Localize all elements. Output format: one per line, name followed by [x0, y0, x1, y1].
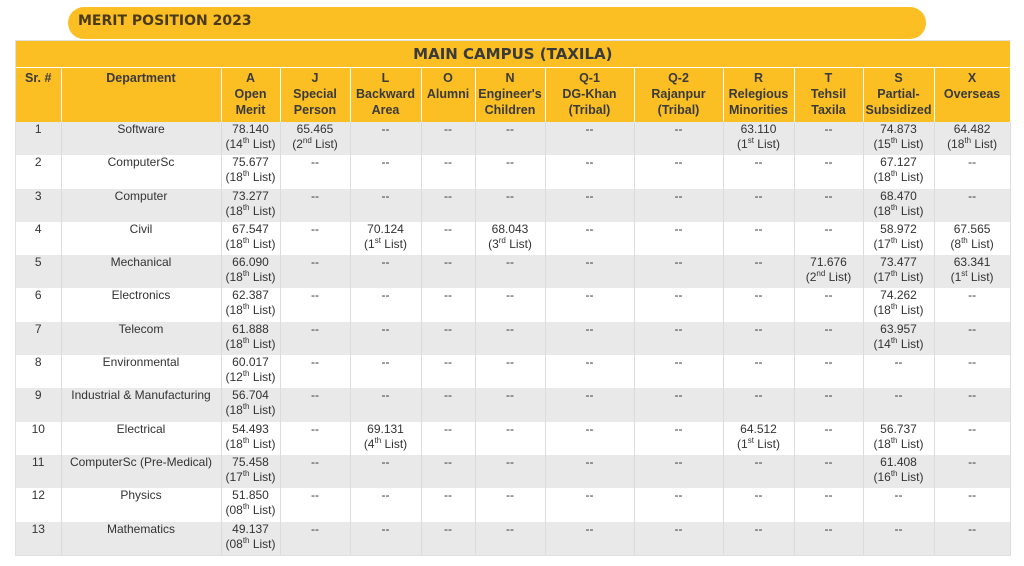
- empty-cell: --: [545, 288, 634, 321]
- column-header-line: N: [505, 71, 515, 85]
- column-header: [545, 68, 634, 123]
- column-header-row: [16, 68, 1010, 123]
- column-header-line: Relegious: [728, 87, 789, 101]
- merit-list-number: (2nd List): [292, 136, 338, 151]
- merit-list-number: (1st List): [950, 269, 994, 285]
- empty-cell: --: [545, 122, 634, 155]
- column-header: [350, 68, 421, 123]
- banner-title: MERIT POSITION 2023: [78, 13, 252, 29]
- merit-list-number: (18th List): [225, 302, 276, 318]
- merit-score: 62.387: [232, 288, 269, 303]
- table-body: [16, 122, 1010, 555]
- column-header-line: Area: [371, 103, 400, 117]
- empty-cell: --: [280, 355, 350, 388]
- merit-list-number: (1st List): [737, 435, 780, 451]
- empty-cell: --: [634, 222, 723, 255]
- empty-cell: --: [421, 388, 475, 421]
- merit-cell: [863, 222, 934, 255]
- column-header-line: R: [753, 71, 764, 85]
- department-name: Electronics: [61, 288, 221, 321]
- column-header-line: Backward: [355, 87, 416, 101]
- empty-cell: --: [280, 255, 350, 288]
- empty-cell: --: [634, 522, 723, 555]
- empty-cell: --: [794, 488, 863, 521]
- empty-cell: --: [421, 455, 475, 488]
- merit-cell: [221, 488, 280, 521]
- serial-number: 4: [16, 222, 61, 255]
- empty-cell: --: [350, 189, 421, 222]
- merit-score: 74.262: [880, 288, 917, 303]
- empty-cell: --: [350, 255, 421, 288]
- merit-score: 63.957: [880, 321, 917, 336]
- merit-score: 64.482: [953, 122, 991, 136]
- empty-cell: --: [723, 255, 794, 288]
- column-header: [934, 68, 1010, 123]
- merit-score: 68.470: [880, 188, 917, 203]
- empty-cell: --: [794, 322, 863, 355]
- empty-cell: --: [934, 189, 1010, 222]
- table-row: [16, 355, 1010, 388]
- merit-list-number: (18th List): [225, 202, 276, 218]
- merit-score: 73.477: [880, 255, 917, 270]
- column-header: [280, 68, 350, 123]
- serial-number: 6: [16, 288, 61, 321]
- empty-cell: --: [545, 355, 634, 388]
- department-name: ComputerSc: [61, 155, 221, 188]
- merit-cell: [221, 422, 280, 455]
- empty-cell: --: [934, 388, 1010, 421]
- empty-cell: --: [545, 388, 634, 421]
- column-header-line: Subsidized: [865, 103, 932, 117]
- column-header-line: Minorities: [728, 103, 789, 117]
- empty-cell: --: [723, 222, 794, 255]
- empty-cell: --: [794, 455, 863, 488]
- merit-score: 74.873: [880, 122, 917, 136]
- column-header-line: Person: [293, 103, 337, 117]
- empty-cell: --: [545, 522, 634, 555]
- table-row: [16, 322, 1010, 355]
- department-name: Civil: [61, 222, 221, 255]
- table-row: [16, 255, 1010, 288]
- empty-cell: --: [634, 488, 723, 521]
- empty-cell: --: [350, 522, 421, 555]
- empty-cell: --: [350, 122, 421, 155]
- empty-cell: --: [634, 255, 723, 288]
- empty-cell: --: [794, 522, 863, 555]
- column-header-line: X: [967, 71, 977, 85]
- merit-list-number: (16th List): [873, 468, 924, 484]
- empty-cell: --: [794, 288, 863, 321]
- merit-cell: [863, 155, 934, 188]
- merit-list-number: (18th List): [873, 435, 924, 451]
- empty-cell: --: [934, 322, 1010, 355]
- merit-score: 66.090: [232, 255, 269, 270]
- merit-cell: [863, 422, 934, 455]
- merit-list-number: (18th List): [225, 235, 276, 251]
- empty-cell: --: [475, 155, 545, 188]
- empty-cell: --: [934, 455, 1010, 488]
- empty-cell: --: [794, 355, 863, 388]
- empty-cell: --: [421, 189, 475, 222]
- empty-cell: --: [545, 189, 634, 222]
- table-row: [16, 189, 1010, 222]
- empty-cell: --: [863, 388, 934, 421]
- serial-number: 13: [16, 522, 61, 555]
- merit-list-number: (18th List): [225, 169, 276, 185]
- table-row: [16, 522, 1010, 555]
- empty-cell: --: [350, 388, 421, 421]
- campus-title: MAIN CAMPUS (TAXILA): [16, 41, 1010, 68]
- column-header-line: Open: [234, 87, 267, 101]
- table-row: [16, 488, 1010, 521]
- merit-list-number: (18th List): [225, 269, 276, 285]
- empty-cell: --: [545, 455, 634, 488]
- column-header-line: T: [824, 71, 833, 85]
- empty-cell: --: [634, 388, 723, 421]
- merit-score: 64.512: [740, 421, 777, 436]
- merit-list-number: (18th List): [873, 202, 924, 218]
- merit-cell: [221, 288, 280, 321]
- department-name: Industrial & Manufacturing: [61, 388, 221, 421]
- serial-number: 3: [16, 189, 61, 222]
- merit-score: 69.131: [367, 421, 404, 436]
- merit-list-number: (14th List): [225, 136, 276, 151]
- empty-cell: --: [475, 488, 545, 521]
- serial-number: 11: [16, 455, 61, 488]
- empty-cell: --: [421, 422, 475, 455]
- empty-cell: --: [934, 422, 1010, 455]
- column-header: [221, 68, 280, 123]
- empty-cell: --: [421, 155, 475, 188]
- merit-cell: [863, 288, 934, 321]
- empty-cell: --: [723, 388, 794, 421]
- empty-cell: --: [475, 322, 545, 355]
- merit-list-number: (17th List): [225, 468, 276, 484]
- merit-score: 63.110: [740, 122, 777, 136]
- merit-score: 58.972: [880, 221, 917, 236]
- empty-cell: --: [475, 388, 545, 421]
- column-header-line: J: [311, 71, 319, 85]
- empty-cell: --: [280, 455, 350, 488]
- table-row: [16, 388, 1010, 421]
- empty-cell: --: [934, 488, 1010, 521]
- empty-cell: --: [475, 122, 545, 155]
- empty-cell: --: [350, 355, 421, 388]
- empty-cell: --: [421, 322, 475, 355]
- empty-cell: --: [634, 122, 723, 155]
- merit-score: 68.043: [491, 221, 529, 236]
- merit-list-number: (2nd List): [805, 269, 852, 285]
- empty-cell: --: [545, 488, 634, 521]
- empty-cell: --: [634, 288, 723, 321]
- merit-cell: [221, 322, 280, 355]
- merit-cell: [280, 122, 350, 155]
- column-header-line: O: [443, 71, 453, 85]
- empty-cell: --: [723, 488, 794, 521]
- merit-score: 54.493: [232, 421, 269, 436]
- column-header-line: Department: [106, 71, 176, 85]
- table-row: [16, 455, 1010, 488]
- merit-cell: [863, 455, 934, 488]
- department-name: ComputerSc (Pre-Medical): [61, 455, 221, 488]
- column-header: [421, 68, 475, 123]
- merit-cell: [794, 255, 863, 288]
- column-header-line: Engineer's: [478, 87, 542, 101]
- merit-score: 67.565: [953, 221, 991, 236]
- merit-score: 78.140: [232, 122, 269, 136]
- merit-cell: [221, 122, 280, 155]
- empty-cell: --: [421, 288, 475, 321]
- empty-cell: --: [475, 522, 545, 555]
- merit-cell: [221, 155, 280, 188]
- merit-cell: [350, 422, 421, 455]
- merit-list-number: (3rd List): [488, 235, 532, 251]
- table-row: [16, 222, 1010, 255]
- merit-cell: [221, 355, 280, 388]
- merit-list-number: (14th List): [873, 335, 924, 351]
- empty-cell: --: [863, 488, 934, 521]
- column-header-line: Rajanpur: [651, 87, 706, 101]
- merit-list-number: (18th List): [873, 302, 924, 318]
- merit-score: 61.888: [232, 321, 269, 336]
- empty-cell: --: [350, 288, 421, 321]
- merit-list-number: (8th List): [950, 235, 994, 251]
- empty-cell: --: [723, 455, 794, 488]
- merit-list-number: (4th List): [363, 435, 408, 451]
- empty-cell: --: [934, 155, 1010, 188]
- empty-cell: --: [421, 488, 475, 521]
- column-header-line: Taxila: [811, 103, 846, 117]
- serial-number: 8: [16, 355, 61, 388]
- empty-cell: --: [634, 355, 723, 388]
- column-header-line: Children: [484, 103, 536, 117]
- merit-table-container: [15, 40, 1011, 556]
- empty-cell: --: [475, 422, 545, 455]
- column-header-line: L: [381, 71, 390, 85]
- empty-cell: --: [634, 322, 723, 355]
- table-row: [16, 422, 1010, 455]
- empty-cell: --: [421, 522, 475, 555]
- merit-score: 70.124: [367, 221, 404, 236]
- column-header: [16, 68, 61, 123]
- column-header: [794, 68, 863, 123]
- merit-list-number: (12th List): [225, 369, 276, 385]
- merit-cell: [221, 222, 280, 255]
- column-header-line: Special: [293, 87, 337, 101]
- merit-cell: [863, 255, 934, 288]
- empty-cell: --: [863, 355, 934, 388]
- merit-list-number: (18th List): [873, 169, 924, 185]
- empty-cell: --: [934, 522, 1010, 555]
- merit-cell: [221, 255, 280, 288]
- column-header: [723, 68, 794, 123]
- column-header-line: Merit: [235, 103, 266, 117]
- merit-cell: [221, 522, 280, 555]
- column-header-line: Partial-: [877, 87, 920, 101]
- merit-score: 75.677: [232, 155, 269, 170]
- empty-cell: --: [794, 122, 863, 155]
- merit-score: 65.465: [296, 122, 334, 136]
- merit-cell: [863, 322, 934, 355]
- empty-cell: --: [934, 355, 1010, 388]
- column-header-line: Q-1: [579, 71, 600, 85]
- empty-cell: --: [280, 222, 350, 255]
- merit-position-banner: [68, 7, 926, 39]
- merit-score: 75.458: [232, 454, 269, 469]
- table-row: [16, 122, 1010, 155]
- empty-cell: --: [863, 522, 934, 555]
- merit-cell: [934, 222, 1010, 255]
- column-header-line: Overseas: [943, 87, 1001, 101]
- department-name: Telecom: [61, 322, 221, 355]
- merit-list-number: (18th List): [225, 335, 276, 351]
- merit-score: 73.277: [232, 188, 269, 203]
- empty-cell: --: [475, 255, 545, 288]
- empty-cell: --: [634, 455, 723, 488]
- merit-list-number: (1st List): [364, 235, 407, 251]
- merit-cell: [350, 222, 421, 255]
- department-name: Computer: [61, 189, 221, 222]
- empty-cell: --: [723, 355, 794, 388]
- empty-cell: --: [350, 322, 421, 355]
- empty-cell: --: [545, 322, 634, 355]
- merit-score: 67.547: [232, 221, 269, 236]
- serial-number: 9: [16, 388, 61, 421]
- merit-cell: [723, 122, 794, 155]
- empty-cell: --: [723, 155, 794, 188]
- column-header-line: Tehsil: [810, 87, 847, 101]
- empty-cell: --: [475, 189, 545, 222]
- column-header-line: Alumni: [426, 87, 470, 101]
- empty-cell: --: [350, 488, 421, 521]
- merit-cell: [934, 122, 1010, 155]
- merit-score: 56.737: [880, 421, 917, 436]
- empty-cell: --: [723, 288, 794, 321]
- merit-list-number: (15th List): [873, 136, 924, 151]
- merit-cell: [221, 189, 280, 222]
- merit-score: 61.408: [880, 454, 917, 469]
- serial-number: 10: [16, 422, 61, 455]
- column-header-line: A: [245, 71, 256, 85]
- empty-cell: --: [350, 155, 421, 188]
- empty-cell: --: [280, 422, 350, 455]
- merit-cell: [221, 455, 280, 488]
- empty-cell: --: [421, 222, 475, 255]
- merit-score: 49.137: [232, 521, 269, 536]
- merit-list-number: (1st List): [737, 136, 780, 151]
- empty-cell: --: [723, 522, 794, 555]
- merit-score: 60.017: [232, 355, 269, 370]
- empty-cell: --: [475, 288, 545, 321]
- merit-cell: [863, 189, 934, 222]
- empty-cell: --: [475, 355, 545, 388]
- merit-cell: [221, 388, 280, 421]
- serial-number: 5: [16, 255, 61, 288]
- column-header-line: DG-Khan: [562, 87, 617, 101]
- empty-cell: --: [634, 155, 723, 188]
- merit-score: 63.341: [953, 255, 991, 270]
- empty-cell: --: [421, 122, 475, 155]
- column-header-line: Q-2: [668, 71, 689, 85]
- empty-cell: --: [794, 222, 863, 255]
- empty-cell: --: [723, 189, 794, 222]
- merit-cell: [475, 222, 545, 255]
- empty-cell: --: [280, 288, 350, 321]
- column-header: [475, 68, 545, 123]
- empty-cell: --: [421, 255, 475, 288]
- empty-cell: --: [723, 322, 794, 355]
- empty-cell: --: [280, 322, 350, 355]
- table-row: [16, 155, 1010, 188]
- department-name: Software: [61, 122, 221, 155]
- column-header-line: Sr. #: [25, 71, 52, 85]
- empty-cell: --: [421, 355, 475, 388]
- department-name: Environmental: [61, 355, 221, 388]
- column-header: [863, 68, 934, 123]
- merit-cell: [863, 122, 934, 155]
- merit-score: 56.704: [232, 388, 269, 403]
- merit-list-number: (18th List): [947, 136, 998, 151]
- empty-cell: --: [794, 189, 863, 222]
- empty-cell: --: [545, 255, 634, 288]
- merit-cell: [934, 255, 1010, 288]
- empty-cell: --: [280, 388, 350, 421]
- column-header-line: (Tribal): [657, 103, 700, 117]
- merit-list-number: (17th List): [873, 269, 924, 285]
- merit-table: [16, 41, 1011, 555]
- department-name: Electrical: [61, 422, 221, 455]
- serial-number: 12: [16, 488, 61, 521]
- table-row: [16, 288, 1010, 321]
- empty-cell: --: [545, 155, 634, 188]
- empty-cell: --: [794, 155, 863, 188]
- empty-cell: --: [280, 189, 350, 222]
- merit-list-number: (17th List): [873, 235, 924, 251]
- merit-list-number: (18th List): [225, 402, 276, 418]
- empty-cell: --: [545, 422, 634, 455]
- empty-cell: --: [475, 455, 545, 488]
- merit-cell: [723, 422, 794, 455]
- serial-number: 7: [16, 322, 61, 355]
- column-header-line: (Tribal): [568, 103, 611, 117]
- empty-cell: --: [280, 488, 350, 521]
- empty-cell: --: [634, 422, 723, 455]
- department-name: Mathematics: [61, 522, 221, 555]
- empty-cell: --: [934, 288, 1010, 321]
- merit-score: 67.127: [880, 155, 917, 170]
- column-header-line: S: [894, 71, 903, 85]
- department-name: Mechanical: [61, 255, 221, 288]
- empty-cell: --: [350, 455, 421, 488]
- empty-cell: --: [545, 222, 634, 255]
- column-header: [61, 68, 221, 123]
- empty-cell: --: [794, 422, 863, 455]
- empty-cell: --: [280, 522, 350, 555]
- merit-score: 51.850: [232, 488, 269, 503]
- empty-cell: --: [634, 189, 723, 222]
- column-header: [634, 68, 723, 123]
- serial-number: 1: [16, 122, 61, 155]
- serial-number: 2: [16, 155, 61, 188]
- merit-list-number: (18th List): [225, 435, 276, 451]
- empty-cell: --: [794, 388, 863, 421]
- merit-list-number: (08th List): [225, 535, 276, 551]
- empty-cell: --: [280, 155, 350, 188]
- merit-list-number: (08th List): [225, 502, 276, 518]
- merit-score: 71.676: [810, 255, 847, 270]
- department-name: Physics: [61, 488, 221, 521]
